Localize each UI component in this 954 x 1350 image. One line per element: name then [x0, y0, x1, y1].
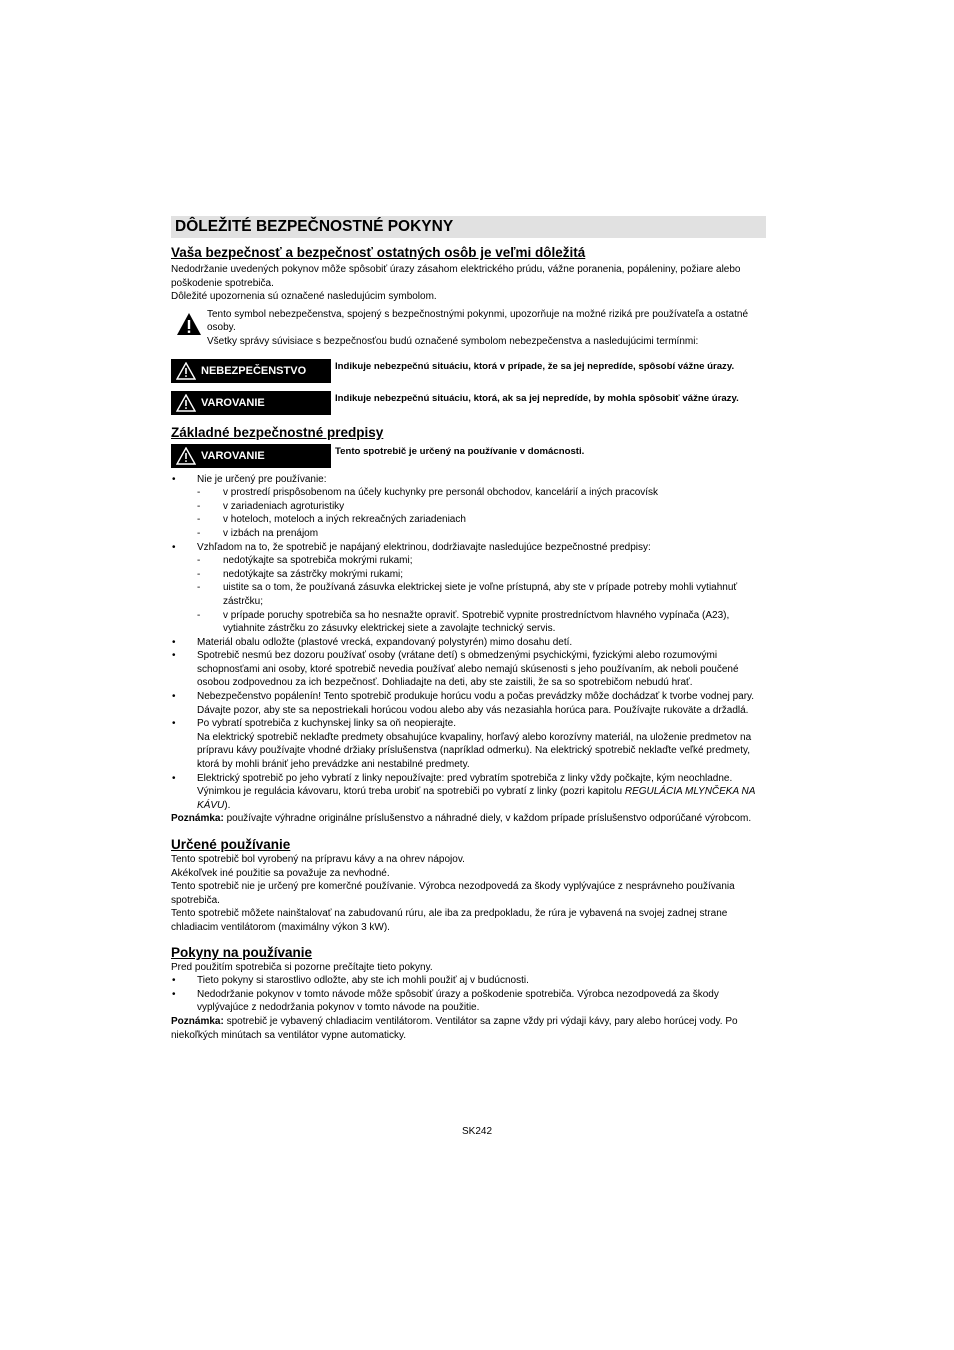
sub-list-item: - v prostredí prispôsobenom na účely kuchynky pre personál obchodov, kancelárií a iných pracovísk	[197, 486, 766, 500]
warning-label: VAROVANIE	[201, 449, 265, 462]
note-paragraph: Poznámka: používajte výhradne originálne príslušenstvo a náhradné diely, v každom prípade príslušenstvo odporúčané výrobcom.	[171, 813, 752, 825]
intro-paragraph: Nedodržanie uvedených pokynov môže spôsobiť úrazy zásahom elektrického prúdu, vážne poranenia, popáleniny, požiare alebo poškodenie spotrebiča.	[171, 264, 741, 289]
sub-list-item: - uistite sa o tom, že používaná zásuvka elektrickej siete je voľne prístupná, aby ste v prípade potreby mohli vytiahnuť zástrčku;	[197, 581, 766, 608]
symbol-intro-text: Dôležité upozornenia sú označené nasledujúcim symbolom.	[171, 291, 437, 303]
warning-text: Indikuje nebezpečnú situáciu, ktorá, ak sa jej nepredíde, by mohla spôsobiť vážne úrazy.	[335, 392, 739, 404]
sub-list	[197, 486, 766, 540]
warning-label: VAROVANIE	[201, 396, 265, 409]
sub-list-item: - v izbách na prenájom	[197, 527, 766, 541]
intended-use-p4: Tento spotrebič môžete nainštalovať na zabudovanú rúru, ale iba za predpokladu, že rúra je vybavená na svojej zadnej strane chladiacim ventilátorom (maximálny výkon 3 kW).	[171, 908, 728, 933]
safety-rules-list	[171, 473, 766, 813]
household-warning-text: Tento spotrebič je určený na používanie v domácnosti.	[335, 445, 585, 457]
sub-list-item: - v hoteloch, moteloch a iných rekreačných zariadeniach	[197, 513, 766, 527]
list-item: • Materiál obalu odložte (plastové vrecká, expandovaný polystyrén) mimo dosahu detí.	[171, 636, 766, 650]
list-item: • Po vybratí spotrebiča z kuchynskej linky sa oň neopierajte. Na elektrický spotrebič neklaďte predmety obsahujúce kvapaliny, horľavý alebo korozívny materiál, na uloženie predmetov na prípravu kávy používajte vhodné držiaky príslušenstva (napríklad odmerku). Na elektrický spotrebič neklaďte veľké predmety, ktorá by mohli brániť jeho prevádzke ani nestabilné predmety.	[171, 717, 766, 771]
sub-list-item: - nedotýkajte sa zástrčky mokrými rukami;	[197, 568, 766, 582]
note-label: Poznámka:	[171, 813, 224, 825]
sub-list	[197, 554, 766, 636]
sub-list-item: - nedotýkajte sa spotrebiča mokrými rukami;	[197, 554, 766, 568]
list-item: • Nedodržanie pokynov v tomto návode môže spôsobiť úrazy a poškodenie spotrebiča. Výrobca nezodpovedá za škody vyplývajúce z nedodržania pokynov v tomto návode na použitie.	[171, 988, 766, 1015]
section-usage-instructions-heading: Pokyny na používanie	[171, 944, 313, 960]
page-title: DÔLEŽITÉ BEZPEČNOSTNÉ POKYNY	[171, 216, 766, 238]
danger-label-box	[171, 359, 331, 383]
section-safety-heading: Vaša bezpečnosť a bezpečnosť ostatných osôb je veľmi dôležitá	[171, 245, 586, 260]
list-item: • Nie je určený pre používanie: - v prostredí prispôsobenom na účely kuchynky pre personál obchodov, kancelárií a iných pracovísk - v zariadeniach agroturistiky - v hoteloch, moteloch a iných rekreačných zariadeniach - v izbách na prenájom	[171, 473, 766, 541]
warning-triangle-icon	[171, 447, 201, 465]
chapter-reference: REGULÁCIA MLYNČEKA NA KÁVU	[197, 786, 756, 811]
sub-list-item: - v prípade poruchy spotrebiča sa ho nesnažte opraviť. Spotrebič vypnite prostredníctvom hlavného vypínača (A23), vytiahnite zástrčku zo zásuvky elektrickej siete a zavolajte technický servis.	[197, 609, 766, 636]
sub-list-item: - v zariadeniach agroturistiky	[197, 500, 766, 514]
list-item: • Spotrebič nesmú bez dozoru používať osoby (vrátane detí) s obmedzenými psychickými, fyzickými alebo rozumovými schopnosťami ani osoby, ktoré spotrebič nevedia používať alebo nemajú skúsenosti s jeho používaním, ak neboli poučené osobou zodpovednou za ich bezpečnosť. Dohliadajte na deti, aby ste zaistili, že sa so spotrebičom nebudú hrať.	[171, 649, 766, 690]
intended-use-p2: Akékoľvek iné použitie sa považuje za nevhodné.	[171, 867, 390, 879]
page-number: SK242	[461, 1126, 493, 1137]
warning-signal	[171, 391, 766, 415]
list-item: • Tieto pokyny si starostlivo odložte, aby ste ich mohli použiť aj v budúcnosti.	[171, 974, 766, 988]
intended-use-p3: Tento spotrebič nie je určený pre komerčné používanie. Výrobca nezodpovedá za škody vyplývajúce z nesprávneho používania spotrebiča.	[171, 881, 735, 906]
warning-triangle-icon	[171, 394, 201, 412]
household-warning-signal	[171, 444, 766, 468]
danger-signal	[171, 359, 766, 383]
list-item: • Elektrický spotrebič po jeho vybratí z linky nepoužívajte: pred vybratím spotrebiča z linky vždy počkajte, kým neochladne. Výnimkou je regulácia kávovaru, ktorú treba urobiť na spotrebiči po vybratí z linky (pozri kapitolu REGULÁCIA MLYNČEKA NA KÁVU).	[171, 772, 766, 813]
section-intended-use-heading: Určené používanie	[171, 837, 291, 852]
note-paragraph: Poznámka: spotrebič je vybavený chladiacim ventilátorom. Ventilátor sa zapne vždy pri výdaji kávy, pary alebo horúcej vody. Po niekoľkých minútach sa ventilátor vypne automaticky.	[171, 1015, 738, 1041]
usage-list	[171, 974, 766, 1015]
symbol-text-2: Všetky správy súvisiace s bezpečnosťou budú označené symbolom nebezpečenstva a nasledujúcimi termínmi:	[207, 335, 699, 347]
intended-use-p1: Tento spotrebič bol vyrobený na prípravu kávy a na ohrev nápojov.	[171, 854, 465, 865]
warning-label-box	[171, 391, 331, 415]
symbol-text-1: Tento symbol nebezpečenstva, spojený s bezpečnostnými pokynmi, upozorňuje na možné riziká pre používateľa a ostatné osoby.	[207, 308, 749, 334]
list-item: • Nebezpečenstvo popálenín! Tento spotrebič produkuje horúcu vodu a počas prevádzky môže dochádzať k tvorbe vodnej pary. Dávajte pozor, aby ste sa nepostriekali horúcou vodou alebo aby vás nezasiahla horúca para. Používajte rukoväte a držadlá.	[171, 690, 766, 717]
usage-intro: Pred použitím spotrebiča si pozorne prečítajte tieto pokyny.	[171, 961, 433, 973]
warning-label-box	[171, 444, 331, 468]
danger-text: Indikuje nebezpečnú situáciu, ktorá v prípade, že sa jej nepredíde, spôsobí vážne úrazy.	[335, 360, 735, 372]
section-basic-rules-heading: Základné bezpečnostné predpisy	[171, 424, 384, 440]
list-item: • Vzhľadom na to, že spotrebič je napájaný elektrinou, dodržiavajte nasledujúce bezpečnostné predpisy: - nedotýkajte sa spotrebiča mokrými rukami; - nedotýkajte sa zástrčky mokrými rukami; - uistite sa o tom, že používaná zásuvka elektrickej siete je voľne prístupná, aby ste v prípade potreby mohli vytiahnuť zástrčku; - v prípade poruchy spotrebiča sa ho nesnažte opraviť. Spotrebič vypnite prostredníctvom hlavného vypínača (A23), vytiahnite zástrčku zo zásuvky elektrickej siete a zavolajte technický servis.	[171, 541, 766, 636]
page-content	[171, 216, 766, 1042]
symbol-explanation	[171, 308, 766, 349]
warning-triangle-icon	[171, 362, 201, 380]
note-label: Poznámka:	[171, 1015, 224, 1027]
warning-triangle-icon	[171, 308, 207, 349]
danger-label: NEBEZPEČENSTVO	[201, 364, 307, 377]
